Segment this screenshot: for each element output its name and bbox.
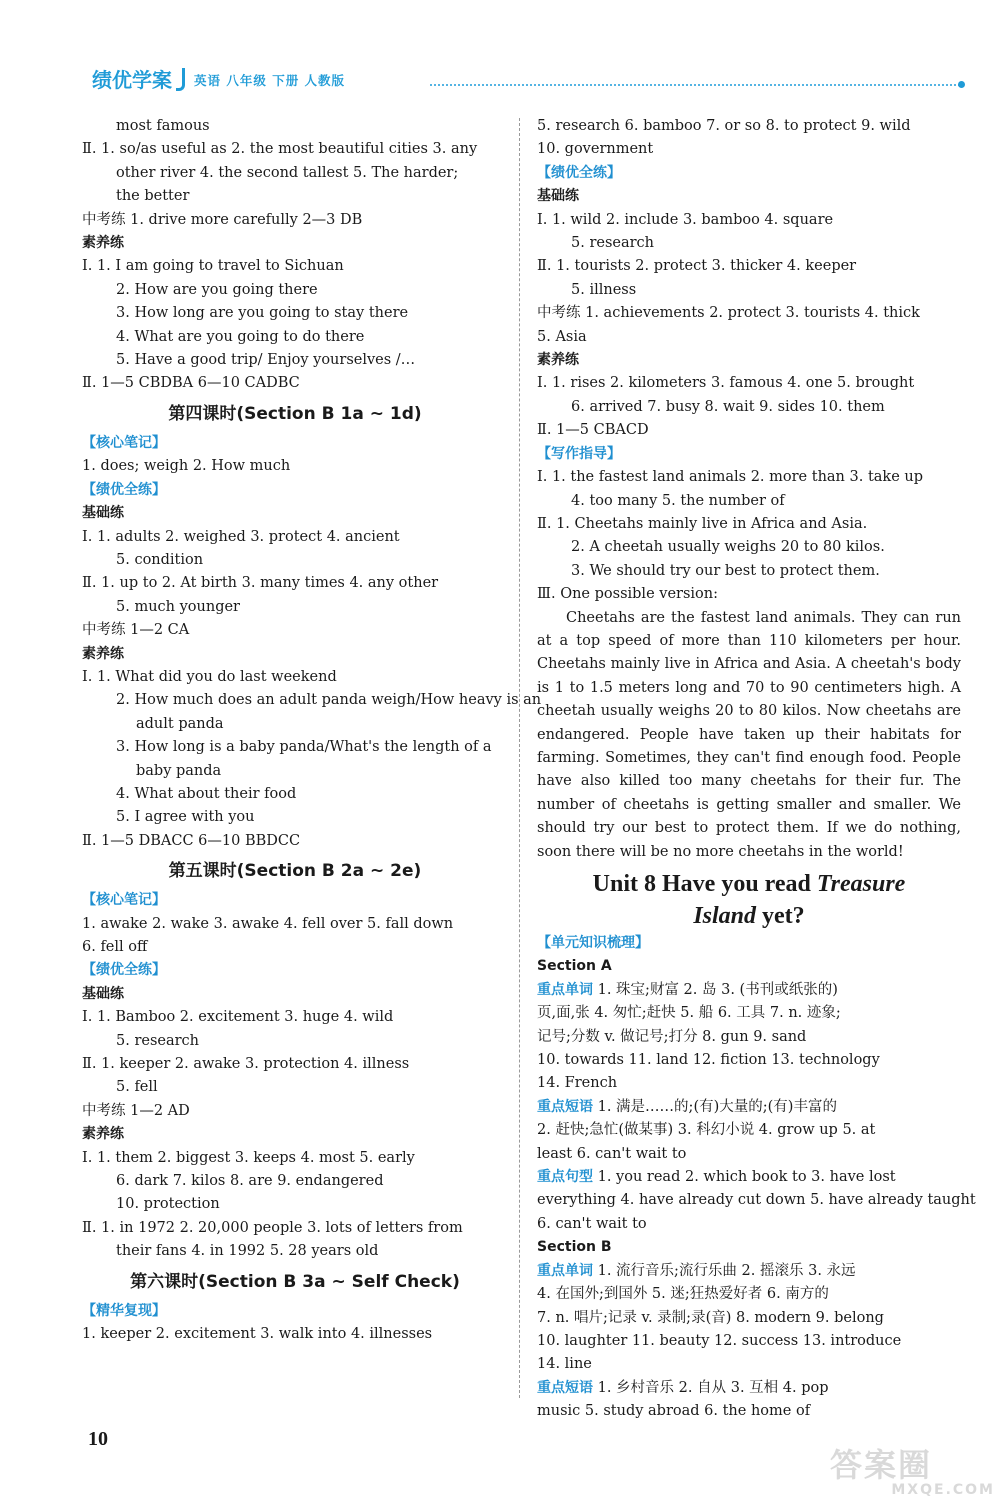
answer-line: 10. laughter 11. beauty 12. success 13. introduce xyxy=(537,1332,902,1349)
answer-line: 5. Have a good trip/ Enjoy yourselves /… xyxy=(116,352,416,369)
answer-line: 5. research xyxy=(116,1032,200,1049)
answer-line xyxy=(537,1377,961,1400)
answer-line: 3. How long is a baby panda/What's the length of a xyxy=(116,739,492,756)
column-divider xyxy=(519,118,520,1398)
answer-line: 6. dark 7. kilos 8. are 9. endangered xyxy=(116,1173,384,1190)
answer-line: everything 4. have already cut down 5. have already taught xyxy=(537,1192,976,1209)
section-tag: 【单元知识梳理】 xyxy=(537,935,649,951)
answer-line: 10. protection xyxy=(116,1196,220,1213)
answer-line: 中考练 1—2 AD xyxy=(82,1102,190,1119)
section-tag: 【核心笔记】 xyxy=(82,892,166,909)
answer-line: Ⅱ. 1. in 1972 2. 20,000 people 3. lots of letters from xyxy=(82,1219,463,1236)
sub-heading: 基础练 xyxy=(82,505,124,522)
unit-title-italic-1: Treasure xyxy=(816,871,906,897)
watermark-logo xyxy=(830,1448,995,1504)
sub-heading: Section B xyxy=(537,1239,612,1256)
answer-line: the better xyxy=(116,188,190,205)
answer-line: baby panda xyxy=(136,762,222,779)
answer-line: 5. fell xyxy=(116,1079,158,1096)
answer-line: 5. research 6. bamboo 7. or so 8. to protect 9. wild xyxy=(537,118,911,134)
key-point-text: 1. 流行音乐;流行乐曲 2. 摇滚乐 3. 永远 xyxy=(593,1262,856,1279)
key-point-label: 重点单词 xyxy=(537,1262,593,1279)
answer-line: 5. I agree with you xyxy=(116,809,255,826)
answer-line: 4. 在国外;到国外 5. 迷;狂热爱好者 6. 南方的 xyxy=(537,1286,829,1303)
answer-line xyxy=(537,1260,961,1283)
section-tag: 【绩优全练】 xyxy=(82,481,166,498)
answer-line: Ⅰ. 1. wild 2. include 3. bamboo 4. square xyxy=(537,211,834,228)
lesson-heading: 第六课时(Section B 3a ~ Self Check) xyxy=(130,1271,460,1292)
brand-bracket-decoration xyxy=(176,68,185,91)
brand-title: 绩优学案 xyxy=(92,68,172,92)
answer-line: 5. illness xyxy=(571,281,637,298)
answer-line: Ⅱ. 1. keeper 2. awake 3. protection 4. illness xyxy=(82,1056,410,1073)
answer-line: 6. arrived 7. busy 8. wait 9. sides 10. them xyxy=(571,398,885,415)
answer-line: Ⅱ. 1—5 CBACD xyxy=(537,422,649,439)
sub-heading: 素养练 xyxy=(82,645,124,662)
watermark-text: 答案圈 xyxy=(830,1446,933,1484)
sub-heading: 素养练 xyxy=(82,1126,124,1143)
answer-line: 14. French xyxy=(537,1075,618,1092)
answer-line: 4. What are you going to do there xyxy=(116,328,365,345)
key-point-text: 1. 满是……的;(有)大量的;(有)丰富的 xyxy=(593,1098,837,1115)
answer-line: 14. line xyxy=(537,1356,592,1373)
unit-title-line2: yet? xyxy=(756,903,805,929)
section-tag: 【精华复现】 xyxy=(82,1302,166,1319)
answer-line: 中考练 1. achievements 2. protect 3. tourists 4. thick xyxy=(537,305,920,322)
answer-line: 页,面,张 4. 匆忙;赶快 5. 船 6. 工具 7. n. 迹象; xyxy=(537,1005,841,1022)
answer-line: Ⅱ. 1. Cheetahs mainly live in Africa and Asia. xyxy=(537,515,868,532)
answer-line: 7. n. 唱片;记录 v. 录制;录(音) 8. modern 9. belong xyxy=(537,1309,884,1326)
answer-line: 2. How are you going there xyxy=(116,281,318,298)
sub-heading: Section A xyxy=(537,958,612,975)
answer-line: Ⅰ. 1. the fastest land animals 2. more than 3. take up xyxy=(537,469,924,486)
answer-line: Ⅰ. 1. adults 2. weighed 3. protect 4. ancient xyxy=(82,528,400,545)
sub-heading: 素养练 xyxy=(537,352,579,369)
sub-heading: 素养练 xyxy=(82,235,124,252)
answer-line: 10. government xyxy=(537,141,654,158)
answer-line: Ⅱ. 1—5 CBDBA 6—10 CADBC xyxy=(82,375,300,392)
sub-heading: 基础练 xyxy=(82,985,124,1002)
answer-line: 4. too many 5. the number of xyxy=(571,492,785,509)
section-tag: 【写作指导】 xyxy=(537,445,621,462)
unit-title-italic-2: Island xyxy=(693,903,757,929)
answer-line: Ⅰ. 1. rises 2. kilometers 3. famous 4. one 5. brought xyxy=(537,375,915,392)
answer-line: adult panda xyxy=(136,715,224,732)
header-subtitle: 英语 八年级 下册 人教版 xyxy=(194,73,346,88)
answer-line: 1. awake 2. wake 3. awake 4. fell over 5. fall down xyxy=(82,915,454,932)
answer-line: Ⅲ. One possible version: xyxy=(537,586,718,603)
key-point-label: 重点句型 xyxy=(537,1169,593,1186)
answer-line: 5. research xyxy=(571,235,655,252)
answer-line: 记号;分数 v. 做记号;打分 8. gun 9. sand xyxy=(537,1028,807,1045)
answer-line: music 5. study abroad 6. the home of xyxy=(537,1403,811,1420)
right-column xyxy=(537,115,976,1424)
essay-paragraph: Cheetahs are the fastest land animals. They can run at a top speed of more than 110 kilometers per hour. Cheetahs mainly live in Africa and Asia. A cheetah's body is 1 to 1.5 meters long and 70 to 90 centimeters high. A cheetah usually weighs 20 to 80 kilos. Now cheetahs are endangered. People have taken up their habitats for farming. Sometimes, they can't find enough food. People have also killed too many cheetahs for their fur. The number of cheetahs is getting smaller and smaller. We should try our best to protect them. If we do nothing, soon there will be no more cheetahs in the world! xyxy=(537,609,961,860)
answer-line: Ⅱ. 1. tourists 2. protect 3. thicker 4. keeper xyxy=(537,258,857,275)
answer-line xyxy=(537,1096,961,1119)
unit-title-line1: Unit 8 Have you read xyxy=(592,871,817,897)
section-tag: 【绩优全练】 xyxy=(537,164,621,181)
answer-line xyxy=(537,1166,961,1189)
unit-title xyxy=(537,868,961,932)
section-tag: 【绩优全练】 xyxy=(82,962,166,979)
answer-line: 1. keeper 2. excitement 3. walk into 4. illnesses xyxy=(82,1326,433,1343)
unit-knowledge-summary xyxy=(537,932,976,1424)
answer-line: their fans 4. in 1992 5. 28 years old xyxy=(116,1243,379,1260)
header-dotted-rule xyxy=(430,84,960,86)
watermark-url: MXQE.COM xyxy=(891,1482,995,1498)
answer-line: 4. What about their food xyxy=(116,785,297,802)
key-point-text: 1. you read 2. which book to 3. have lost xyxy=(593,1169,896,1186)
answer-line: 2. 赶快;急忙(做某事) 3. 科幻小说 4. grow up 5. at xyxy=(537,1122,876,1139)
answer-line: 3. How long are you going to stay there xyxy=(116,305,409,322)
key-point-text: 1. 珠宝;财富 2. 岛 3. (书刊或纸张的) xyxy=(593,981,838,998)
right-answers xyxy=(537,115,961,864)
answer-line: Ⅱ. 1. up to 2. At birth 3. many times 4. any other xyxy=(82,575,439,592)
sub-heading: 基础练 xyxy=(537,188,579,205)
page-number: 10 xyxy=(88,1428,108,1450)
section-tag: 【核心笔记】 xyxy=(82,434,166,451)
answer-line: 中考练 1—2 CA xyxy=(82,622,190,639)
answer-line: Ⅰ. 1. I am going to travel to Sichuan xyxy=(82,258,344,275)
answer-line: Ⅰ. 1. What did you do last weekend xyxy=(82,668,337,685)
answer-line: 5. much younger xyxy=(116,598,240,615)
answer-line: 5. condition xyxy=(116,551,204,568)
left-column xyxy=(82,115,542,1347)
answer-line: 2. A cheetah usually weighs 20 to 80 kilos. xyxy=(571,539,885,556)
key-point-text: 1. 乡村音乐 2. 自从 3. 互相 4. pop xyxy=(593,1379,829,1396)
answer-line: 中考练 1. drive more carefully 2—3 DB xyxy=(82,211,363,228)
key-point-label: 重点单词 xyxy=(537,981,593,998)
key-point-label: 重点短语 xyxy=(537,1379,593,1396)
answer-line: 2. How much does an adult panda weigh/How heavy is an xyxy=(116,692,542,709)
lesson-heading: 第四课时(Section B 1a ~ 1d) xyxy=(168,403,422,424)
answer-line xyxy=(537,979,961,1002)
answer-line: 10. towards 11. land 12. fiction 13. technology xyxy=(537,1052,880,1069)
answer-line: other river 4. the second tallest 5. The harder; xyxy=(116,164,459,181)
page-header xyxy=(0,0,1000,100)
answer-line: Ⅱ. 1—5 DBACC 6—10 BBDCC xyxy=(82,832,301,849)
answer-line: most famous xyxy=(116,118,210,134)
answer-line: 6. can't wait to xyxy=(537,1215,647,1232)
lesson-heading: 第五课时(Section B 2a ~ 2e) xyxy=(168,861,422,882)
answer-line: Ⅱ. 1. so/as useful as 2. the most beautiful cities 3. any xyxy=(82,141,478,158)
answer-line: 3. We should try our best to protect them. xyxy=(571,562,880,579)
header-dot-icon xyxy=(958,81,965,88)
key-point-label: 重点短语 xyxy=(537,1098,593,1115)
answer-line: Ⅰ. 1. them 2. biggest 3. keeps 4. most 5. early xyxy=(82,1149,415,1166)
answer-line: 1. does; weigh 2. How much xyxy=(82,458,291,475)
answer-line: least 6. can't wait to xyxy=(537,1145,687,1162)
answer-line: 6. fell off xyxy=(82,939,148,955)
answer-line: Ⅰ. 1. Bamboo 2. excitement 3. huge 4. wild xyxy=(82,1009,394,1026)
answer-line: 5. Asia xyxy=(537,328,587,345)
